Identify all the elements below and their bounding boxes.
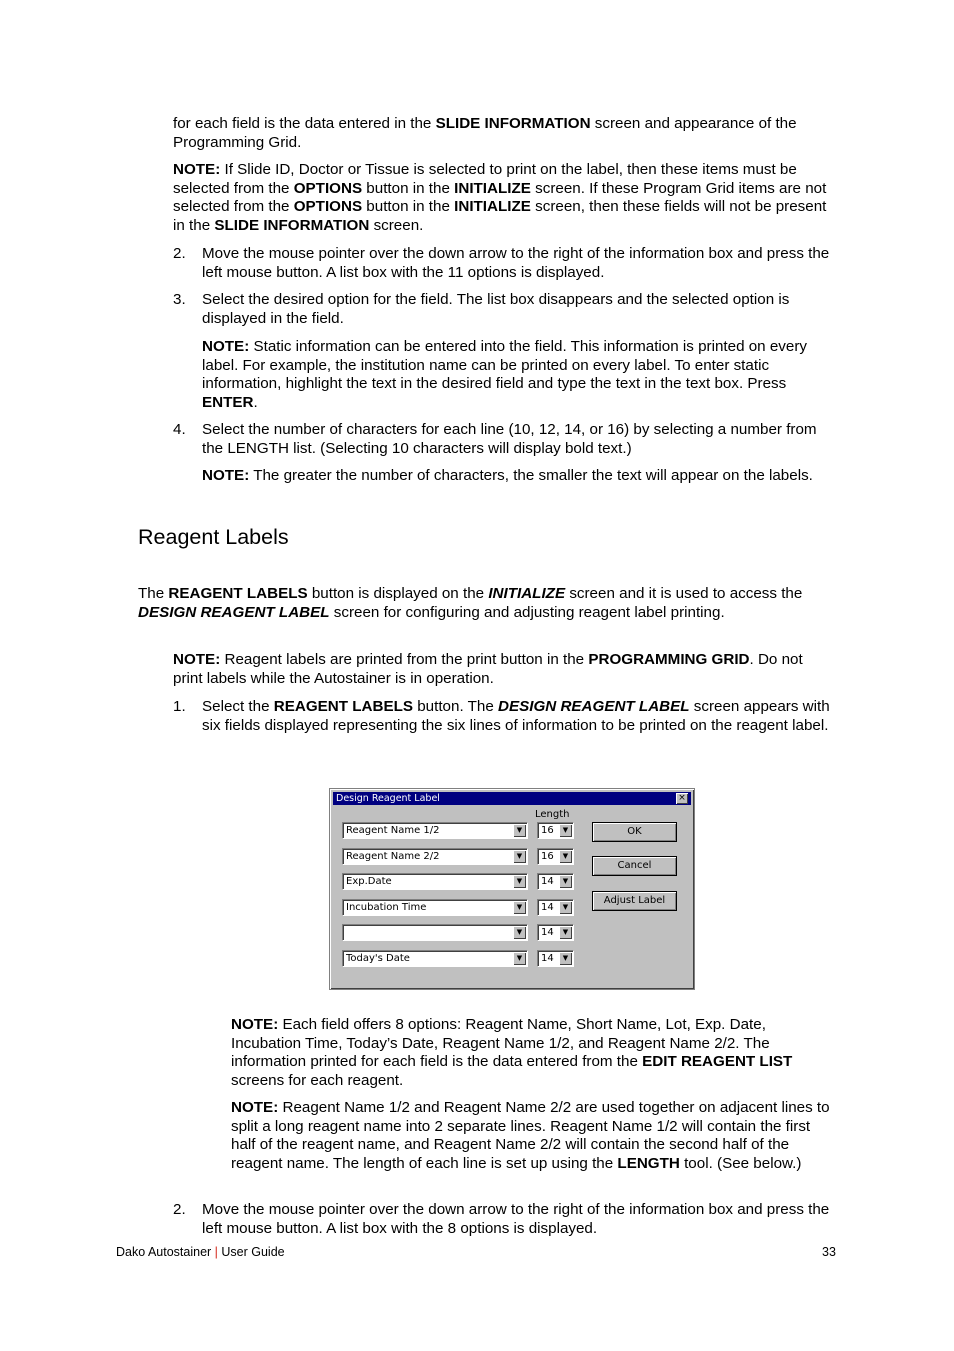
length-combo-6[interactable]: 14 ▼ (537, 950, 574, 967)
field-combo-4[interactable]: Incubation Time ▼ (342, 899, 528, 916)
step-number: 3. (173, 291, 186, 308)
field-combo-2[interactable]: Reagent Name 2/2 ▼ (342, 848, 528, 865)
note-eight-options: NOTE: Each field offers 8 options: Reagent Name, Short Name, Lot, Exp. Date, Incubation Time, Today’s Date, Reagent Name 1/2, and Reagent Name 2/2. The information printed for each field is the data entered from the EDIT REAGENT LIST screens for each reagent. (231, 1016, 793, 1089)
step-select-option: Select the desired option for the field. The list box disappears and the selected option is displayed in the field. (202, 291, 790, 327)
chevron-down-icon[interactable]: ▼ (513, 850, 526, 863)
chevron-down-icon[interactable]: ▼ (559, 850, 572, 863)
chevron-down-icon[interactable]: ▼ (513, 926, 526, 939)
step-number: 2. (173, 245, 186, 262)
field-combo-1[interactable]: Reagent Name 1/2 ▼ (342, 822, 528, 839)
field-combo-3[interactable]: Exp.Date ▼ (342, 873, 528, 890)
note-characters: NOTE: The greater the number of characters, the smaller the text will appear on the labels. (202, 467, 813, 484)
note-print-button: NOTE: Reagent labels are printed from the print button in the PROGRAMMING GRID. Do not print labels while the Autostainer is in operation. (173, 651, 803, 687)
field-combo-6[interactable]: Today's Date ▼ (342, 950, 528, 967)
length-combo-4[interactable]: 14 ▼ (537, 899, 574, 916)
step-select-reagent-labels: Select the REAGENT LABELS button. The DESIGN REAGENT LABEL screen appears with six fields displayed representing the six lines of information to be printed on the reagent label. (202, 698, 830, 734)
length-combo-3[interactable]: 14 ▼ (537, 873, 574, 890)
adjust-label-button[interactable]: Adjust Label (592, 891, 677, 911)
chevron-down-icon[interactable]: ▼ (559, 824, 572, 837)
close-icon[interactable]: × (676, 793, 688, 804)
step-number: 4. (173, 421, 186, 438)
length-combo-5[interactable]: 14 ▼ (537, 924, 574, 941)
chevron-down-icon[interactable]: ▼ (559, 926, 572, 939)
paragraph-reagent-intro: The REAGENT LABELS button is displayed on the INITIALIZE screen and it is used to access the DESIGN REAGENT LABEL screen for configuring and adjusting reagent label printing. (138, 585, 803, 621)
chevron-down-icon[interactable]: ▼ (559, 901, 572, 914)
footer-product: Dako Autostainer | User Guide (116, 1245, 285, 1259)
chevron-down-icon[interactable]: ▼ (513, 875, 526, 888)
page-number: 33 (822, 1245, 836, 1259)
step-move-pointer-11: Move the mouse pointer over the down arrow to the right of the information box and press the left mouse button. A list box with the 11 options is displayed. (202, 245, 830, 281)
field-combo-5[interactable] (342, 924, 528, 941)
chevron-down-icon[interactable]: ▼ (559, 875, 572, 888)
note-program-grid: NOTE: If Slide ID, Doctor or Tissue is selected to print on the label, then these items must be selected from the OPTIONS button in the INITIALIZE screen. If these Program Grid items are not selected from the OPTIONS button in the INITIALIZE screen, then these fields will not be present in the SLIDE INFORMATION screen. (173, 161, 827, 234)
paragraph-slide-info: for each field is the data entered in the SLIDE INFORMATION screen and appearance of the Programming Grid. (173, 115, 797, 151)
design-reagent-label-dialog (329, 788, 695, 990)
note-split-name: NOTE: Reagent Name 1/2 and Reagent Name 2/2 are used together on adjacent lines to split a long reagent name into 2 separate lines. Reagent Name 1/2 will contain the first half of the reagent name, and Reagent Name 2/2 will contain the second half of the reagent name. The length of each line is set up using the LENGTH tool. (See below.) (231, 1099, 830, 1172)
chevron-down-icon[interactable]: ▼ (513, 824, 526, 837)
section-heading: Reagent Labels (138, 525, 289, 549)
step-number: 1. (173, 698, 186, 715)
step-number: 2. (173, 1201, 186, 1218)
cancel-button[interactable]: Cancel (592, 856, 677, 876)
note-static-info: NOTE: Static information can be entered into the field. This information is printed on every label. For example, the institution name can be printed on every label. To enter static information, highlight the text in the desired field and type the text in the text box. Press ENTER. (202, 338, 807, 411)
ok-button[interactable]: OK (592, 822, 677, 842)
length-header: Length (535, 809, 570, 820)
length-combo-2[interactable]: 16 ▼ (537, 848, 574, 865)
footer-separator: | (214, 1245, 218, 1259)
chevron-down-icon[interactable]: ▼ (559, 952, 572, 965)
step-move-pointer-8: Move the mouse pointer over the down arrow to the right of the information box and press the left mouse button. A list box with the 8 options is displayed. (202, 1201, 830, 1237)
dialog-title-bar (333, 792, 691, 805)
length-combo-1[interactable]: 16 ▼ (537, 822, 574, 839)
chevron-down-icon[interactable]: ▼ (513, 901, 526, 914)
step-select-length: Select the number of characters for each line (10, 12, 14, or 16) by selecting a number from the LENGTH list. (Selecting 10 characters will display bold text.) (202, 421, 817, 457)
chevron-down-icon[interactable]: ▼ (513, 952, 526, 965)
dialog-title: Design Reagent Label (336, 793, 440, 804)
